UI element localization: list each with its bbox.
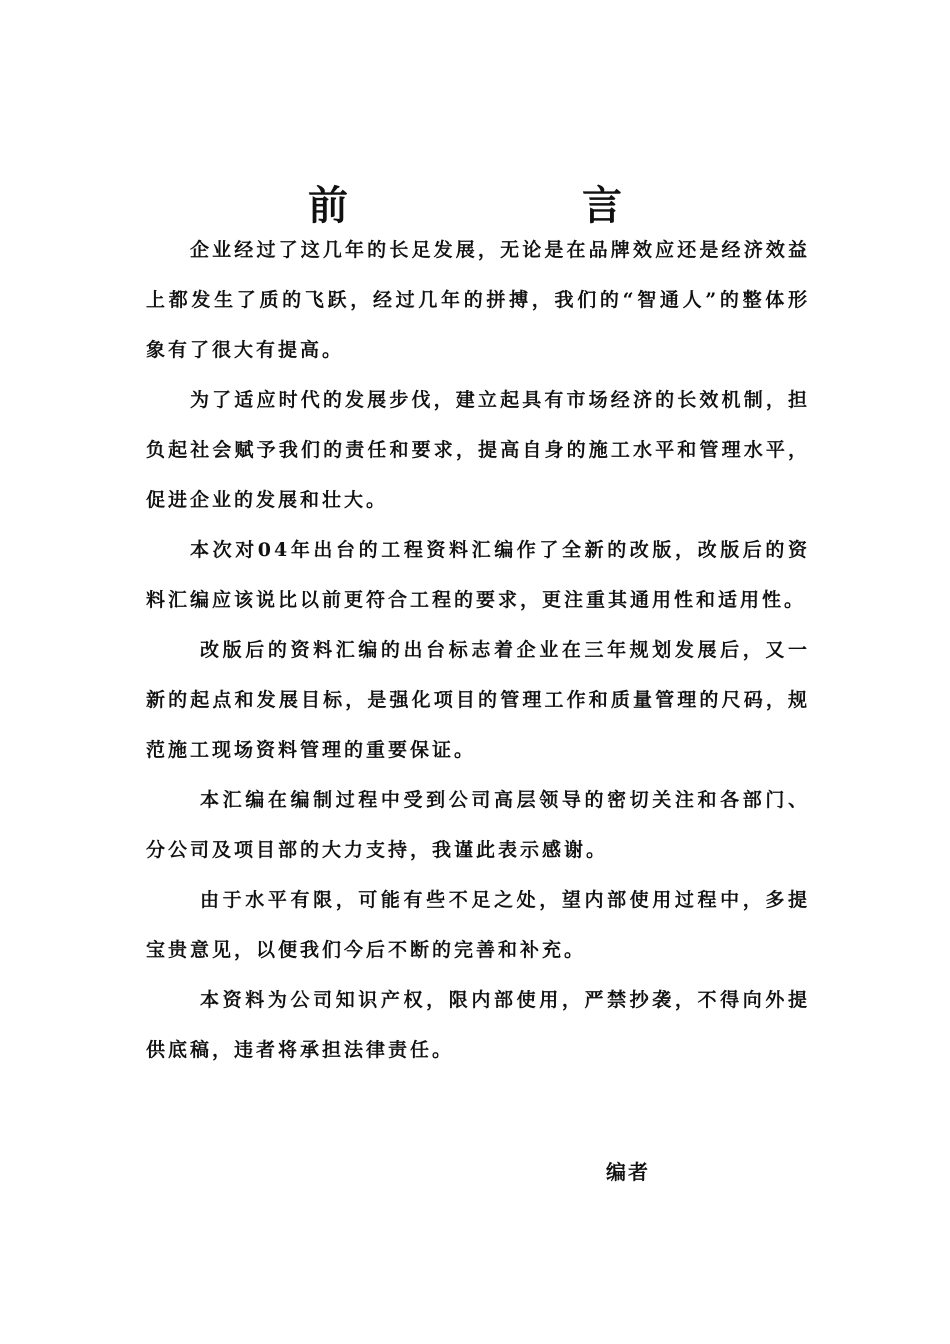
paragraph-6: 由于水平有限，可能有些不足之处，望内部使用过程中，多提宝贵意见，以便我们今后不断的完善和补充。: [146, 889, 810, 961]
title-char-2: 言: [582, 182, 622, 229]
signature: 编者: [606, 1160, 650, 1184]
title-char-1: 前: [308, 182, 348, 229]
paragraph-5: 本汇编在编制过程中受到公司高层领导的密切关注和各部门、分公司及项目部的大力支持，我谨此表示感谢。: [146, 789, 810, 861]
paragraph-3: 本次对04年出台的工程资料汇编作了全新的改版，改版后的资料汇编应该说比以前更符合工程的要求，更注重其通用性和适用性。: [146, 539, 810, 611]
paragraph-4: 改版后的资料汇编的出台标志着企业在三年规划发展后，又一新的起点和发展目标，是强化项目的管理工作和质量管理的尺码，规范施工现场资料管理的重要保证。: [146, 639, 810, 761]
paragraph-7: 本资料为公司知识产权，限内部使用，严禁抄袭，不得向外提供底稿，违者将承担法律责任。: [146, 989, 810, 1061]
paragraph-2: 为了适应时代的发展步伐，建立起具有市场经济的长效机制，担负起社会赋予我们的责任和要求，提高自身的施工水平和管理水平，促进企业的发展和壮大。: [146, 389, 810, 511]
preface-body: [146, 225, 810, 1075]
paragraph-1: 企业经过了这几年的长足发展，无论是在品牌效应还是经济效益上都发生了质的飞跃，经过几年的拼搏，我们的“智通人”的整体形象有了很大有提高。: [146, 239, 810, 361]
